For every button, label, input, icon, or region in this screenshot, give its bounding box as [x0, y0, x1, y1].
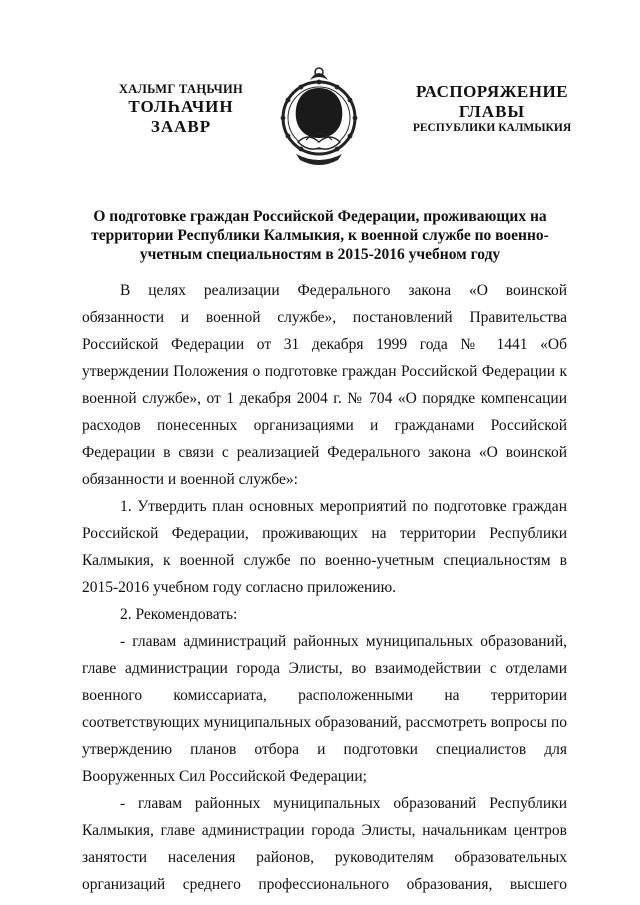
paragraph-item-2: 2. Рекомендовать:: [120, 606, 238, 623]
kalmykia-coat-of-arms-icon: [272, 62, 366, 174]
paragraph-item-1: 1. Утвердить план основных мероприятий по подготовке граждан Российской Федерации, проживающих на территории Республики Калмыкия, к военной службе по военно-учетным специальностям в 2015-2016 учебном году согласно приложению.: [82, 498, 567, 596]
header-right-line2: ГЛАВЫ: [458, 102, 526, 122]
header-left-line2: ТОЛҺАЧИН: [128, 96, 234, 116]
paragraph-recommendation-2: - главам районных муниципальных образований Республики Калмыкия, главе администрации города Элисты, начальникам центров занятости населения районов, руководителям образовательных организаций среднего профессионального образования, высшего: [82, 795, 567, 893]
header-right-line1: РАСПОРЯЖЕНИЕ: [415, 82, 569, 101]
document-header: [0, 78, 640, 188]
header-left-line3: ЗААВР: [150, 116, 212, 136]
header-russian-block: [402, 82, 582, 136]
paragraph-recommendation-1: - главам администраций районных муниципальных образований, главе администрации города Элисты, во взаимодействии с отделами военного комиссариата, расположенными на территории соответствующих муниципальных образований, рассмотреть вопросы по утверждению планов отбора и подготовки специалистов для Вооруженных Сил Российской Федерации;: [82, 633, 567, 785]
header-kalmyk-block: [106, 82, 256, 137]
header-left-line1: ХАЛЬМГ ТАҢЬЧИН: [118, 82, 244, 96]
header-right-line3: РЕСПУБЛИКИ КАЛМЫКИЯ: [412, 122, 572, 135]
document-title: О подготовке граждан Российской Федерации, проживающих на территории Республики Калмыкия, к военной службе по военно-учетным специальностям в 2015-2016 учебном году: [91, 208, 549, 263]
document-body: [82, 277, 567, 898]
paragraph-preamble: В целях реализации Федерального закона «О воинской обязанности и военной службе», постановлений Правительства Российской Федерации от 31 декабря 1999 года № 1441 «Об утверждении Положения о подготовке граждан Российской Федерации к военной службе», от 1 декабря 2004 г. № 704 «О порядке компенсации расходов понесенных организациями и гражданами Российской Федерации в связи с реализацией Федерального закона «О воинской обязанности и военной службе»:: [82, 282, 567, 488]
